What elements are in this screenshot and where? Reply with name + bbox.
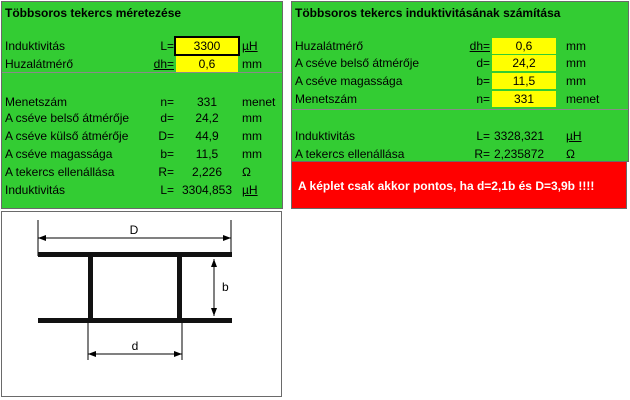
label-d: d	[131, 339, 139, 353]
row-symbol: d=	[160, 111, 174, 125]
right-input-row	[292, 73, 628, 89]
arrow-down	[211, 308, 217, 316]
row-symbol: L=	[160, 39, 174, 53]
row-symbol: n=	[476, 92, 490, 106]
row-symbol: dh=	[153, 57, 174, 71]
row-value: 3304,853	[181, 183, 233, 197]
row-value: 44,9	[195, 129, 219, 143]
row-value: 24,2	[195, 111, 219, 125]
left-result-row	[2, 128, 282, 144]
row-symbol: R=	[158, 165, 174, 179]
arrow-up	[211, 259, 217, 267]
right-input-row	[292, 38, 628, 54]
inner-diameter-input[interactable]: 24,2	[492, 55, 556, 71]
row-label: A cséve belső átmérője	[295, 56, 420, 70]
row-unit: µH	[242, 183, 258, 197]
row-symbol: R=	[474, 147, 490, 161]
arrow-left	[88, 351, 96, 357]
row-unit: mm	[566, 39, 586, 53]
core-left	[88, 256, 93, 319]
row-value: 2,235872	[494, 147, 545, 161]
row-label: A cséve külső átmérője	[5, 129, 129, 143]
row-unit: Ω	[566, 147, 575, 161]
top-flange	[38, 252, 232, 257]
row-symbol: d=	[476, 56, 490, 70]
row-unit: mm	[242, 57, 262, 71]
row-symbol: b=	[476, 74, 490, 88]
left-result-row	[2, 164, 282, 180]
bobbin-diagram	[1, 211, 282, 397]
row-label: Menetszám	[5, 95, 68, 109]
left-panel	[1, 1, 283, 209]
divider	[2, 72, 282, 73]
arrow-left	[38, 235, 46, 241]
row-symbol: dh=	[469, 39, 490, 53]
arrow-right	[223, 235, 231, 241]
row-unit: menet	[242, 95, 276, 109]
row-unit: Ω	[242, 165, 251, 179]
row-label: A tekercs ellenállása	[5, 165, 115, 179]
arrow-right	[174, 351, 182, 357]
left-result-row	[2, 182, 282, 198]
row-symbol: L=	[160, 183, 174, 197]
left-input-row-wire	[2, 56, 282, 72]
row-symbol: b=	[160, 147, 174, 161]
right-result-row	[292, 146, 628, 162]
core-right	[177, 256, 182, 319]
left-input-row-inductance	[2, 38, 282, 54]
row-label: A cséve magassága	[5, 147, 113, 161]
row-value: 2,226	[191, 165, 223, 179]
divider	[292, 109, 628, 110]
row-symbol: n=	[160, 95, 174, 109]
row-unit: mm	[566, 56, 586, 70]
bobbin-height-input[interactable]: 11,5	[492, 73, 556, 89]
row-label: A cséve magassága	[295, 74, 403, 88]
row-label: Induktivitás	[295, 129, 356, 143]
label-b: b	[222, 280, 229, 294]
right-input-row	[292, 55, 628, 71]
bobbin-drawing	[2, 212, 281, 396]
bottom-flange	[38, 318, 232, 323]
right-input-row	[292, 91, 628, 107]
label-D: D	[129, 223, 139, 237]
left-result-row	[2, 110, 282, 126]
row-unit: mm	[566, 74, 586, 88]
row-unit: mm	[242, 111, 262, 125]
row-label: Huzalátmérő	[295, 39, 364, 53]
row-value: 331	[196, 95, 218, 109]
row-value: 3328,321	[494, 129, 545, 143]
row-unit: mm	[242, 147, 262, 161]
left-result-row	[2, 94, 282, 110]
row-unit: µH	[566, 129, 582, 143]
accuracy-warning: A képlet csak akkor pontos, ha d=2,1b és D=3,9b !!!!	[291, 161, 627, 209]
row-label: Induktivitás	[5, 183, 66, 197]
row-label: Induktivitás	[5, 39, 66, 53]
right-panel	[291, 1, 629, 162]
row-unit: mm	[242, 129, 262, 143]
row-label: A cséve belső átmérője	[5, 111, 130, 125]
row-symbol: D=	[158, 129, 174, 143]
wire-diameter-input[interactable]: 0,6	[176, 56, 238, 72]
left-result-row	[2, 146, 282, 162]
wire-diameter-input[interactable]: 0,6	[492, 38, 556, 54]
row-label: Menetszám	[295, 92, 358, 106]
right-panel-title: Többsoros tekercs induktivitásának számítása	[295, 6, 561, 20]
row-label: Huzalátmérő	[5, 57, 74, 71]
row-unit: µH	[242, 39, 258, 53]
row-label: A tekercs ellenállása	[295, 147, 405, 161]
row-unit: menet	[566, 92, 600, 106]
left-panel-title: Többsoros tekercs méretezése	[5, 6, 182, 20]
right-result-row	[292, 128, 628, 144]
turns-input[interactable]: 331	[492, 91, 556, 107]
row-value: 11,5	[195, 147, 219, 161]
inductance-input[interactable]: 3300	[174, 36, 240, 56]
row-symbol: L=	[476, 129, 490, 143]
